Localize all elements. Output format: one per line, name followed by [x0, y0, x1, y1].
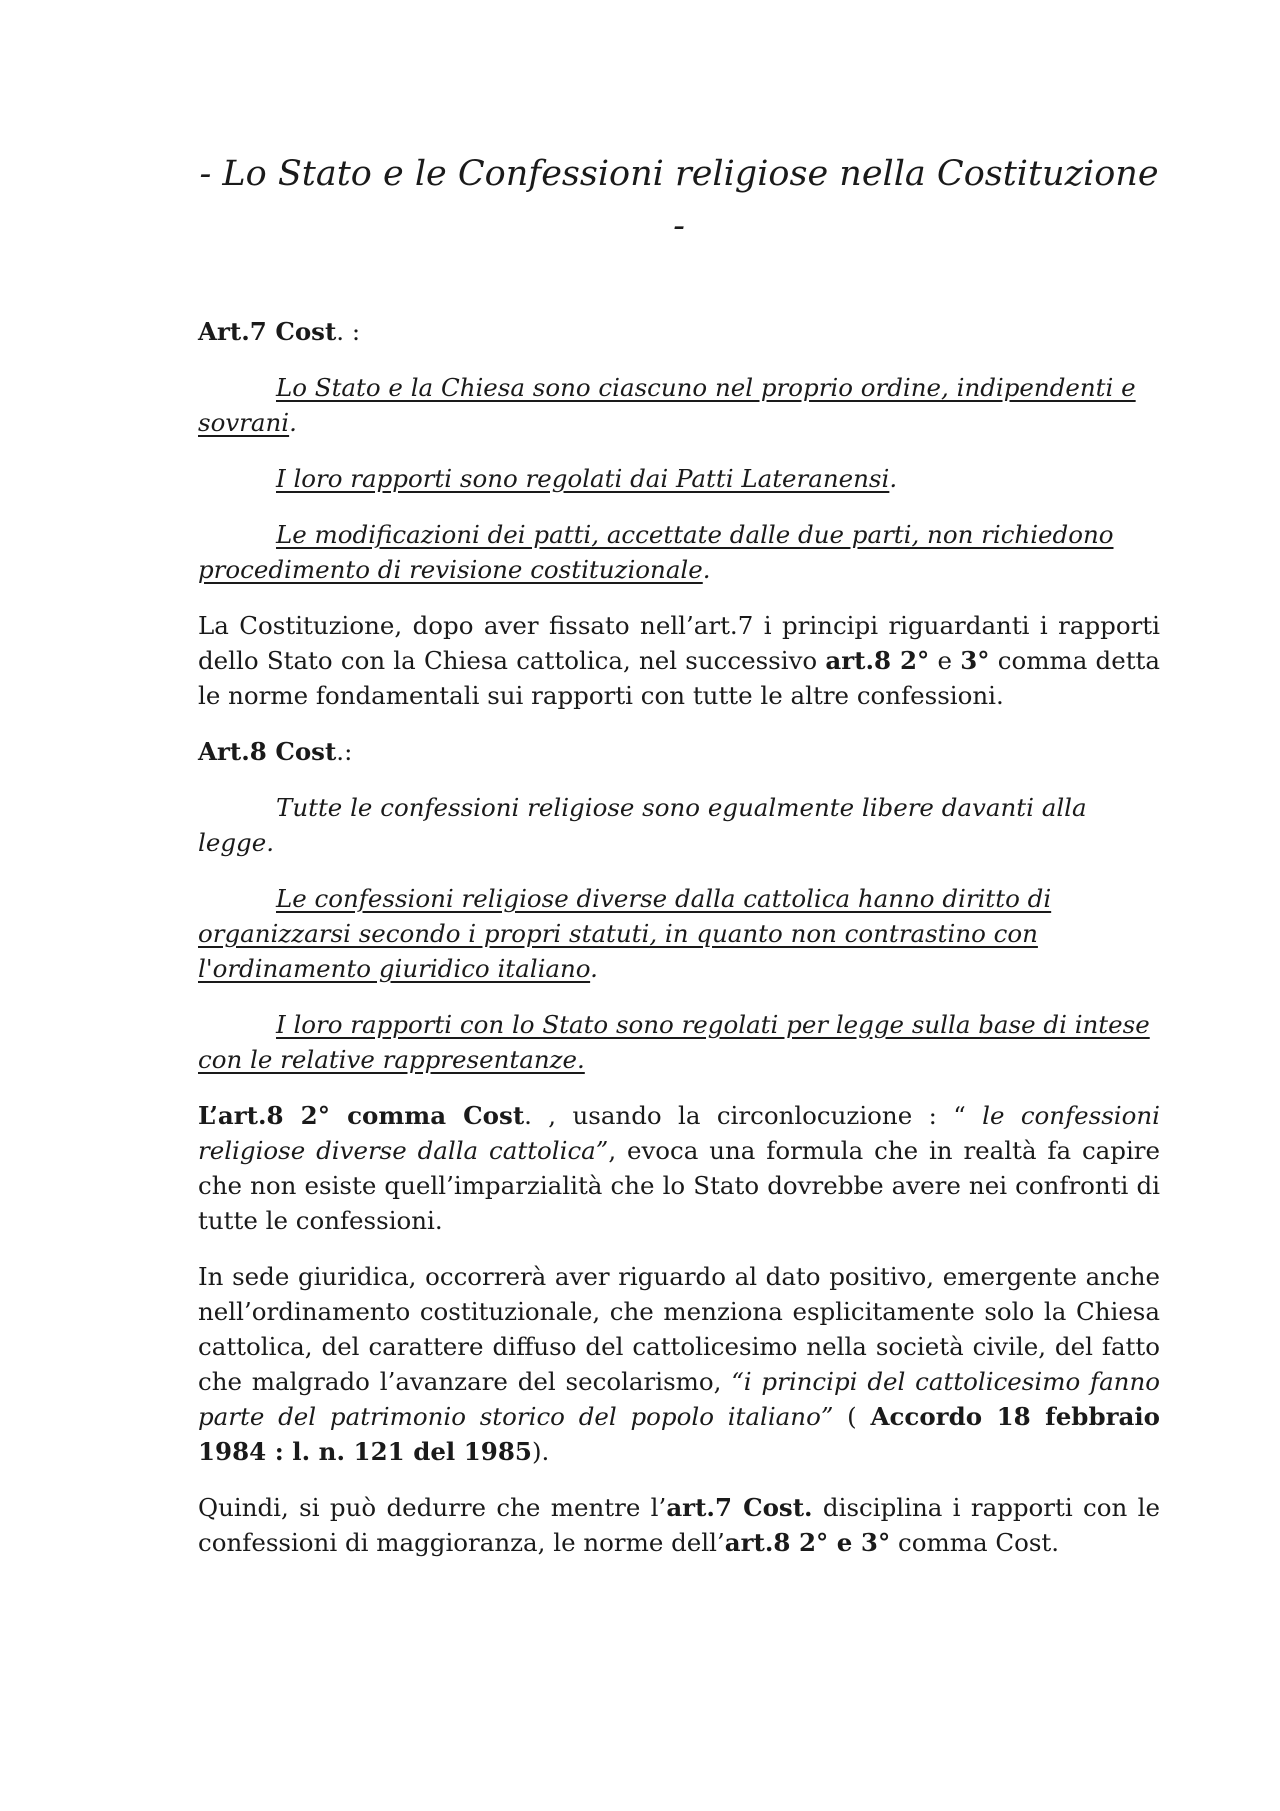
paragraph-1-bold-a: art.8 2° — [825, 646, 930, 675]
art8-clause-3 — [198, 1007, 1160, 1077]
art8-heading-rest: .: — [336, 737, 353, 766]
paragraph-4-text-b: disciplina i rapporti con le confessioni di maggioranza, le norme dell’ — [198, 1493, 1161, 1557]
paragraph-1-text-a: La Costituzione, dopo aver fissato nell’art.7 i principi riguardanti i rapporti dello Stato con la Chiesa cattolica, nel successivo — [198, 611, 1160, 675]
paragraph-4-bold-a: art.7 Cost. — [666, 1493, 813, 1522]
art8-heading — [198, 734, 1160, 769]
paragraph-1 — [198, 608, 1160, 713]
art7-clause-2 — [198, 461, 1160, 496]
art7-heading-rest: . : — [336, 317, 361, 346]
art7-clause-1-text: Lo Stato e la Chiesa sono ciascuno nel proprio ordine, indipendenti e sovrani — [198, 373, 1136, 437]
paragraph-4-bold-b: art.8 2° e 3° — [724, 1528, 891, 1557]
paragraph-3-bold-a: Accordo 18 febbraio 1984 : l. n. 121 del 1985 — [198, 1402, 1161, 1466]
art7-clause-3 — [198, 517, 1160, 587]
paragraph-1-text-b: e — [929, 646, 961, 675]
art7-heading-bold: Art.7 Cost — [198, 317, 337, 346]
art8-clause-1 — [198, 790, 1160, 860]
art8-clause-1-end: . — [266, 828, 274, 857]
art7-clause-2-text: I loro rapporti sono regolati dai Patti Lateranensi — [276, 464, 890, 493]
paragraph-3-italic-a: “i principi del cattolicesimo fanno parte del patrimonio storico del popolo italiano” — [198, 1367, 1160, 1431]
paragraph-2-text-a: . , usando la circonlocuzione : “ — [524, 1101, 983, 1130]
paragraph-4 — [198, 1490, 1160, 1560]
art7-clause-3-end: . — [702, 555, 711, 584]
paragraph-2-text-b: , evoca una formula che in realtà fa capire che non esiste quell’imparzialità che lo Stato dovrebbe avere nei confronti di tutte le confessioni. — [198, 1136, 1161, 1235]
art8-clause-2-text: Le confessioni religiose diverse dalla cattolica hanno diritto di organizzarsi secondo i propri statuti, in quanto non contrastino con l'ordinamento giuridico italiano — [198, 884, 1052, 983]
paragraph-4-text-c: comma Cost. — [890, 1528, 1060, 1557]
art7-clause-1-end: . — [289, 408, 297, 437]
paragraph-2-italic-a: le confessioni religiose diverse dalla cattolica” — [198, 1101, 1160, 1165]
title-line-2: - — [673, 206, 685, 246]
paragraph-3-text-a: In sede giuridica, occorrerà aver riguardo al dato positivo, emergente anche nell’ordinamento costituzionale, che menziona esplicitamente solo la Chiesa cattolica, del carattere diffuso del cattolicesimo nella società civile, del fatto che malgrado l’avanzare del secolarismo, — [198, 1262, 1160, 1396]
art8-clause-2-end: . — [590, 954, 598, 983]
document-title — [198, 148, 1160, 252]
paragraph-2 — [198, 1098, 1160, 1238]
art7-clause-1 — [198, 370, 1160, 440]
paragraph-2-bold-a: L’art.8 2° comma Cost — [198, 1101, 525, 1130]
art7-heading — [198, 314, 1160, 349]
document-body — [198, 314, 1160, 1581]
art8-clause-2 — [198, 881, 1160, 986]
paragraph-1-text-c: comma detta le norme fondamentali sui rapporti con tutte le altre confessioni. — [198, 646, 1160, 710]
art8-heading-bold: Art.8 Cost — [198, 737, 337, 766]
paragraph-3-text-b: ( — [833, 1402, 871, 1431]
art7-clause-3-text: Le modificazioni dei patti, accettate dalle due parti, non richiedono procedimento di revisione costituzionale — [198, 520, 1114, 584]
paragraph-3-text-c: ). — [531, 1437, 550, 1466]
paragraph-3 — [198, 1259, 1160, 1469]
paragraph-4-text-a: Quindi, si può dedurre che mentre l’ — [198, 1493, 667, 1522]
title-line-1: - Lo Stato e le Confessioni religiose nella Costituzione — [199, 154, 1159, 194]
art7-clause-2-end: . — [889, 464, 898, 493]
paragraph-1-bold-b: 3° — [960, 646, 990, 675]
art8-clause-1-text: Tutte le confessioni religiose sono egualmente libere davanti alla legge — [198, 793, 1087, 857]
art8-clause-3-text: I loro rapporti con lo Stato sono regolati per legge sulla base di intese con le relative rappresentanze. — [198, 1010, 1150, 1074]
